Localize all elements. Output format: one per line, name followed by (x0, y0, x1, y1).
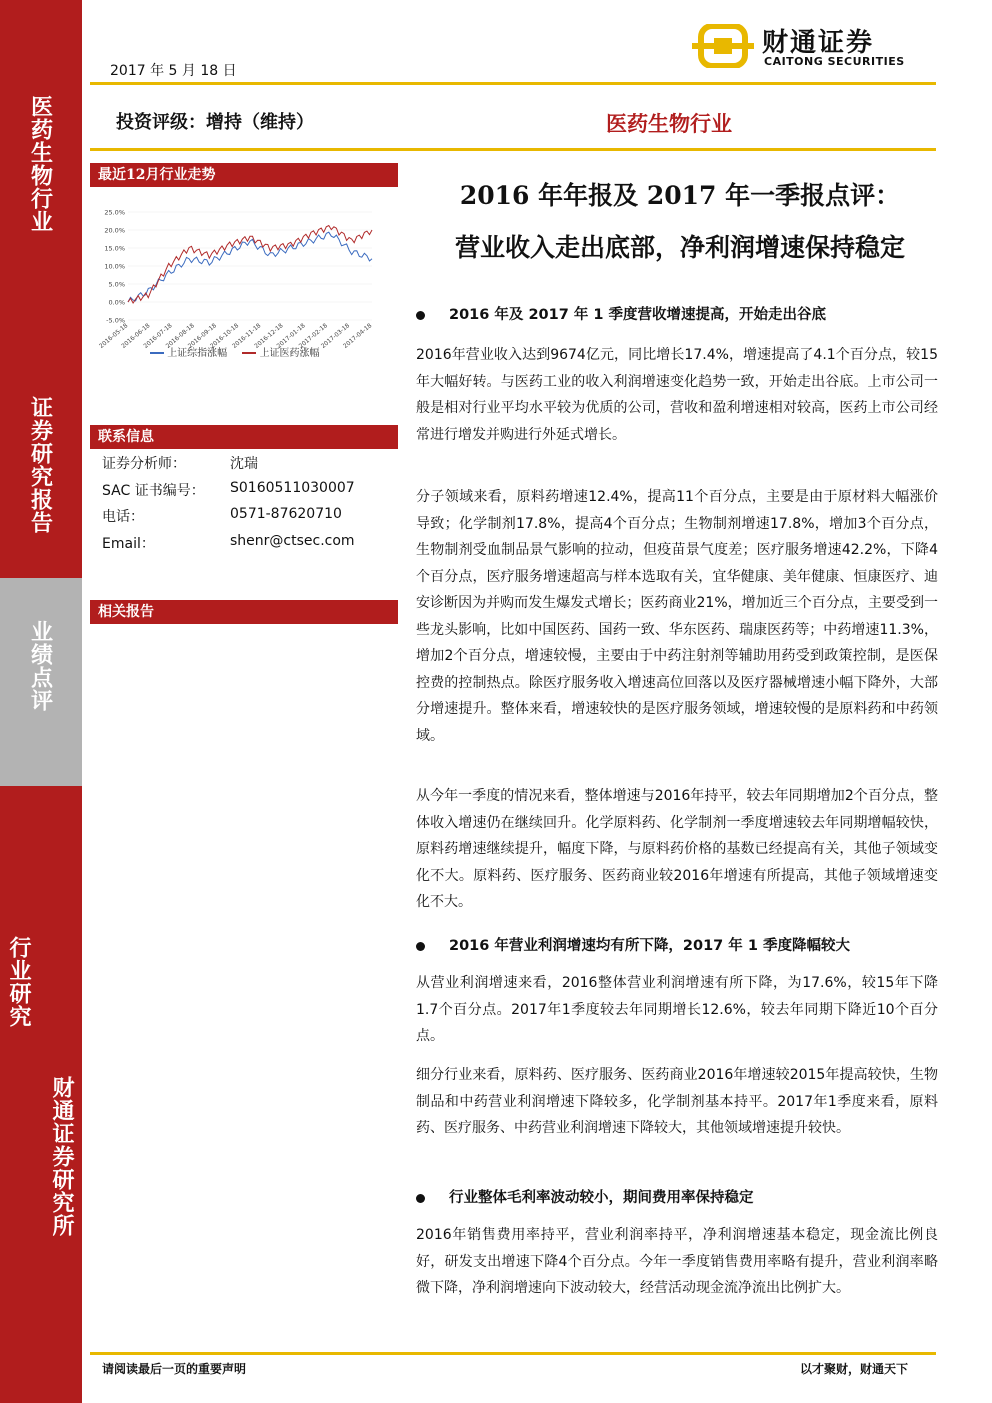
contact-email[interactable]: shenr@ctsec.com (230, 533, 355, 549)
paragraph: 2016年销售费用率持平，营业利润率持平，净利润增速基本稳定，现金流比例良好，研发支出增速下降4个百分点。今年一季度销售费用率略有提升，营业利润率略微下降，净利润增速向下波动较大，经营活动现金流净流出比例扩大。 (416, 1227, 938, 1296)
sidebar-text-review: 业绩点评 (27, 620, 54, 712)
contact-value: 沈瑞 (230, 456, 258, 472)
contact-info (102, 453, 392, 563)
y-tick-label: 20.0% (104, 226, 125, 235)
header-rule-top (90, 82, 936, 85)
industry-label: 医药生物行业 (606, 111, 732, 136)
logo-text-cn: 财通证券 (762, 28, 875, 58)
paragraph: 分子领域来看，原料药增速12.4%，提高11个百分点，主要是由于原材料大幅涨价导致；化学制剂17.8%，提高4个百分点；生物制剂增速17.8%，增加3个百分点，生物制剂受血制品景气影响的拉动，但疫苗景气度差；医疗服务增速42.2%，下降4个百分点，医疗服务增速超高与样本选取有关，宜华健康、美年健康、恒康医疗、迪安诊断因为并购而发生爆发式增长；医药商业21%，增加近三个百分点，主要受到一些龙头影响，比如中国医药、国药一致、华东医药、瑞康医药等；中药增速11.3%，增加2个百分点，增速较慢，主要由于中药注射剂等辅助用药受到政策控制，是医保控费的控制热点。除医疗服务收入增速高位回落以及医疗器械增速小幅下降外，大部分增速提升。整体来看，增速较快的是医疗服务领域，增速较慢的是原料药和中药领域。 (416, 489, 938, 744)
report-date: 2017 年 5 月 18 日 (110, 63, 237, 79)
section-heading-3 (416, 1186, 754, 1207)
legend-line-index (150, 352, 164, 354)
y-tick-label: 25.0% (104, 208, 125, 217)
x-tick-label: 2016-07-18 (142, 322, 174, 350)
sidebar-text-institute: 财通证券研究所 (49, 1076, 75, 1237)
section-heading-2 (416, 934, 850, 955)
x-tick-label: 2016-05-18 (98, 322, 130, 350)
y-tick-label: 0.0% (108, 298, 125, 307)
paragraph: 细分行业来看，原料药、医疗服务、医药商业2016年增速较2015年提高较快，生物制品和中药营业利润增速下降较多，化学制剂基本持平。2017年1季度来看，原料药、医疗服务、中药营业利润增速下降较大，其他领域增速提升较快。 (416, 1067, 938, 1136)
x-tick-label: 2016-10-18 (208, 322, 241, 350)
y-tick-label: 5.0% (108, 280, 125, 289)
contact-key: 电话： (102, 509, 144, 525)
section-heading-text: 行业整体毛利率波动较小，期间费用率保持稳定 (449, 1190, 754, 1206)
x-tick-label: 2017-03-18 (319, 322, 352, 350)
y-tick-label: -5.0% (106, 316, 125, 325)
section-heading-text: 2016 年及 2017 年 1 季度营收增速提高，开始走出谷底 (449, 307, 827, 323)
series-line-index (128, 232, 372, 302)
bullet-icon (416, 1194, 425, 1203)
y-tick-label: 15.0% (104, 244, 125, 253)
sidebar-block-report-type (0, 390, 82, 578)
x-tick-label: 2016-09-18 (186, 322, 219, 350)
section-heading-1 (416, 303, 826, 324)
paragraph: 2016年营业收入达到9674亿元，同比增长17.4%，增速提高了4.1个百分点，较15年大幅好转。与医药工业的收入利润增速变化趋势一致，开始走出谷底。上市公司一般是相对行业平均水平较为优质的公司，营收和盈利增速相对较高，医药上市公司经常进行增发并购进行外延式增长。 (416, 347, 938, 443)
x-tick-label: 2017-02-18 (297, 322, 329, 350)
related-reports-heading: 相关报告 (90, 600, 398, 624)
x-tick-label: 2016-06-18 (120, 322, 152, 350)
bullet-icon (416, 311, 425, 320)
x-tick-label: 2017-04-18 (342, 322, 374, 350)
x-tick-label: 2016-12-18 (253, 322, 285, 350)
sidebar-block-industry (0, 0, 82, 390)
x-tick-label: 2016-11-18 (231, 322, 263, 350)
logo-icon (692, 24, 754, 68)
paragraph: 从今年一季度的情况来看，整体增速与2016年持平，较去年同期增加2个百分点，整体收入增速仍在继续回升。化学原料药、化学制剂一季度增速较去年同期增幅较快，原料药增速继续提升，幅度下降，与原料药价格的基数已经提高有关，其他子领域变化不大。原料药、医疗服务、医药商业较2016年增速有所提高，其他子领域增速变化不大。 (416, 788, 938, 910)
x-tick-label: 2016-08-18 (164, 322, 196, 350)
contact-key: Email： (102, 536, 155, 552)
footer-slogan: 以才聚财，财通天下 (800, 1362, 909, 1376)
bullet-icon (416, 942, 425, 951)
legend-line-pharma (242, 352, 256, 354)
chart-legend (150, 344, 320, 359)
paragraph: 从营业利润增速来看，2016整体营业利润增速有所下降，为17.6%，较15年下降1.7个百分点。2017年1季度较去年同期增长12.6%，较去年同期下降近10个百分点。 (416, 975, 938, 1044)
trend-chart (96, 190, 396, 368)
contact-key: 证券分析师： (102, 456, 186, 472)
x-tick-label: 2017-01-18 (275, 322, 307, 350)
rating-label: 投资评级：增持（维持） (116, 112, 314, 133)
logo-text-en: CAITONG SECURITIES (764, 55, 905, 68)
header-rule-bottom (90, 148, 936, 151)
contact-value: 0571-87620710 (230, 506, 342, 522)
footer-disclaimer: 请阅读最后一页的重要声明 (102, 1362, 247, 1376)
chart-container (96, 190, 396, 368)
legend-label-index: 上证综指涨幅 (167, 348, 228, 359)
sidebar-text-report-type: 证券研究报告 (27, 396, 54, 534)
company-logo (692, 24, 932, 72)
sidebar-block-review (0, 578, 82, 786)
report-title-line1: 2016 年年报及 2017 年一季报点评： (459, 181, 901, 210)
sidebar-text-industry: 医药生物行业 (27, 95, 54, 233)
section-heading-text: 2016 年营业利润增速均有所下降，2017 年 1 季度降幅较大 (449, 938, 850, 954)
footer-rule (90, 1352, 936, 1355)
contact-heading: 联系信息 (90, 425, 398, 449)
contact-value: S0160511030007 (230, 480, 355, 496)
sidebar-text-research: 行业研究 (6, 936, 32, 1028)
chart-section-heading: 最近12月行业走势 (90, 163, 398, 187)
y-tick-label: 10.0% (104, 262, 125, 271)
contact-key: SAC 证书编号： (102, 483, 205, 499)
sidebar-block-institute (0, 786, 82, 1403)
legend-label-pharma: 上证医药涨幅 (259, 348, 320, 359)
series-line-pharma (128, 226, 372, 304)
report-title-line2: 营业收入走出底部，净利润增速保持稳定 (454, 233, 905, 262)
